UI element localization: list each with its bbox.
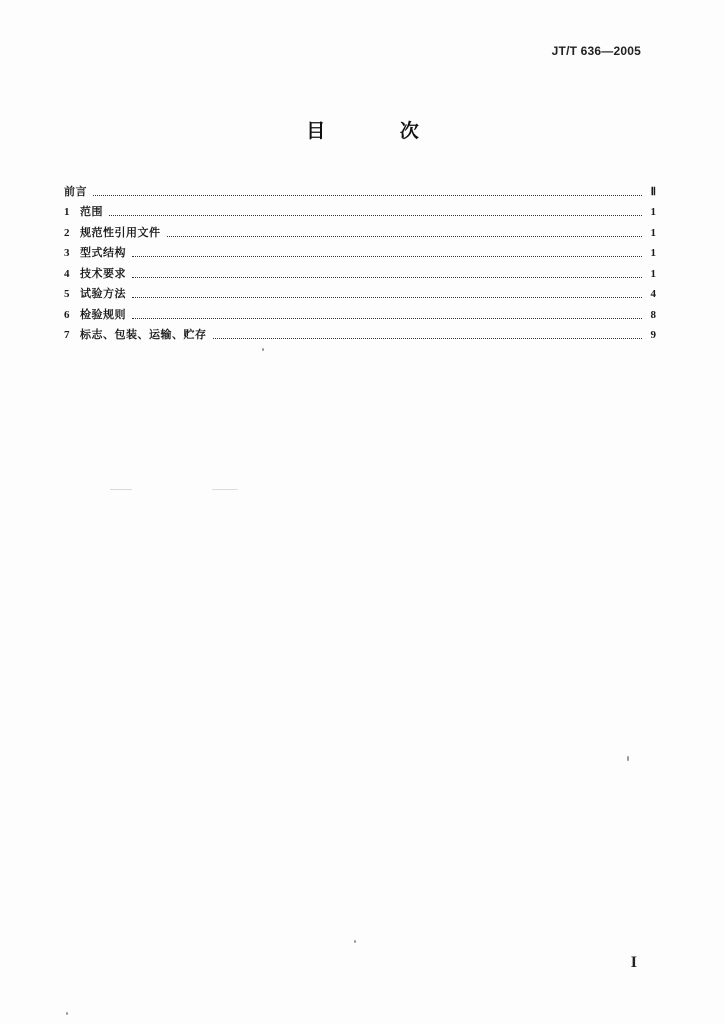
- toc-entry-page: 9: [650, 329, 656, 341]
- scan-speck: [66, 1012, 68, 1015]
- toc-title: 目 次: [306, 120, 453, 142]
- toc-entry-page: 1: [650, 247, 656, 259]
- toc-entry-page: 8: [650, 308, 656, 321]
- toc-entry-label: 型式结构: [80, 246, 126, 259]
- toc-entry-number: 6: [64, 308, 70, 321]
- toc-entry-label: 检验规则: [80, 307, 126, 321]
- toc-entry-normative-references[interactable]: [64, 219, 656, 240]
- scan-speck: [110, 489, 132, 490]
- toc-entry-foreword[interactable]: [64, 178, 656, 199]
- page-number: I: [630, 954, 637, 971]
- toc-entry-technical-requirements[interactable]: [64, 260, 656, 281]
- toc-entry-number: 7: [64, 329, 70, 341]
- toc-entry-test-methods[interactable]: [64, 281, 656, 302]
- toc-list: [64, 178, 656, 342]
- dot-leader: [167, 235, 643, 237]
- toc-entry-label: 技术要求: [80, 266, 126, 280]
- toc-entry-number: 4: [64, 267, 70, 280]
- toc-entry-type-structure[interactable]: [64, 240, 656, 261]
- toc-entry-label: 标志、包装、运输、贮存: [80, 328, 207, 341]
- standard-code: JT/T 636—2005: [551, 44, 641, 58]
- scan-speck: [627, 756, 629, 761]
- toc-entry-label: 试验方法: [80, 287, 126, 300]
- toc-entry-inspection-rules[interactable]: [64, 301, 656, 322]
- toc-entry-number: 5: [64, 288, 70, 300]
- toc-entry-number: 1: [64, 206, 70, 218]
- dot-leader: [132, 296, 642, 298]
- toc-entry-marking-packaging-transport-storage[interactable]: [64, 322, 656, 343]
- toc-entry-number: 3: [64, 247, 70, 259]
- toc-entry-page: Ⅱ: [650, 185, 656, 198]
- dot-leader: [109, 214, 642, 216]
- toc-entry-label: 前言: [64, 184, 87, 198]
- dot-leader: [93, 194, 642, 196]
- scan-speck: [262, 348, 264, 351]
- dot-leader: [132, 276, 642, 278]
- scan-speck: [212, 489, 238, 490]
- toc-entry-number: 2: [64, 226, 70, 239]
- toc-entry-page: 4: [650, 288, 656, 300]
- toc-entry-label: 范围: [80, 205, 103, 218]
- toc-entry-page: 1: [650, 206, 656, 218]
- toc-entry-label: 规范性引用文件: [80, 225, 161, 239]
- toc-entry-scope[interactable]: [64, 199, 656, 220]
- dot-leader: [132, 317, 642, 319]
- scan-speck: [354, 940, 356, 943]
- dot-leader: [132, 255, 642, 257]
- toc-entry-page: 1: [650, 267, 656, 280]
- dot-leader: [213, 337, 643, 339]
- toc-entry-page: 1: [650, 226, 656, 239]
